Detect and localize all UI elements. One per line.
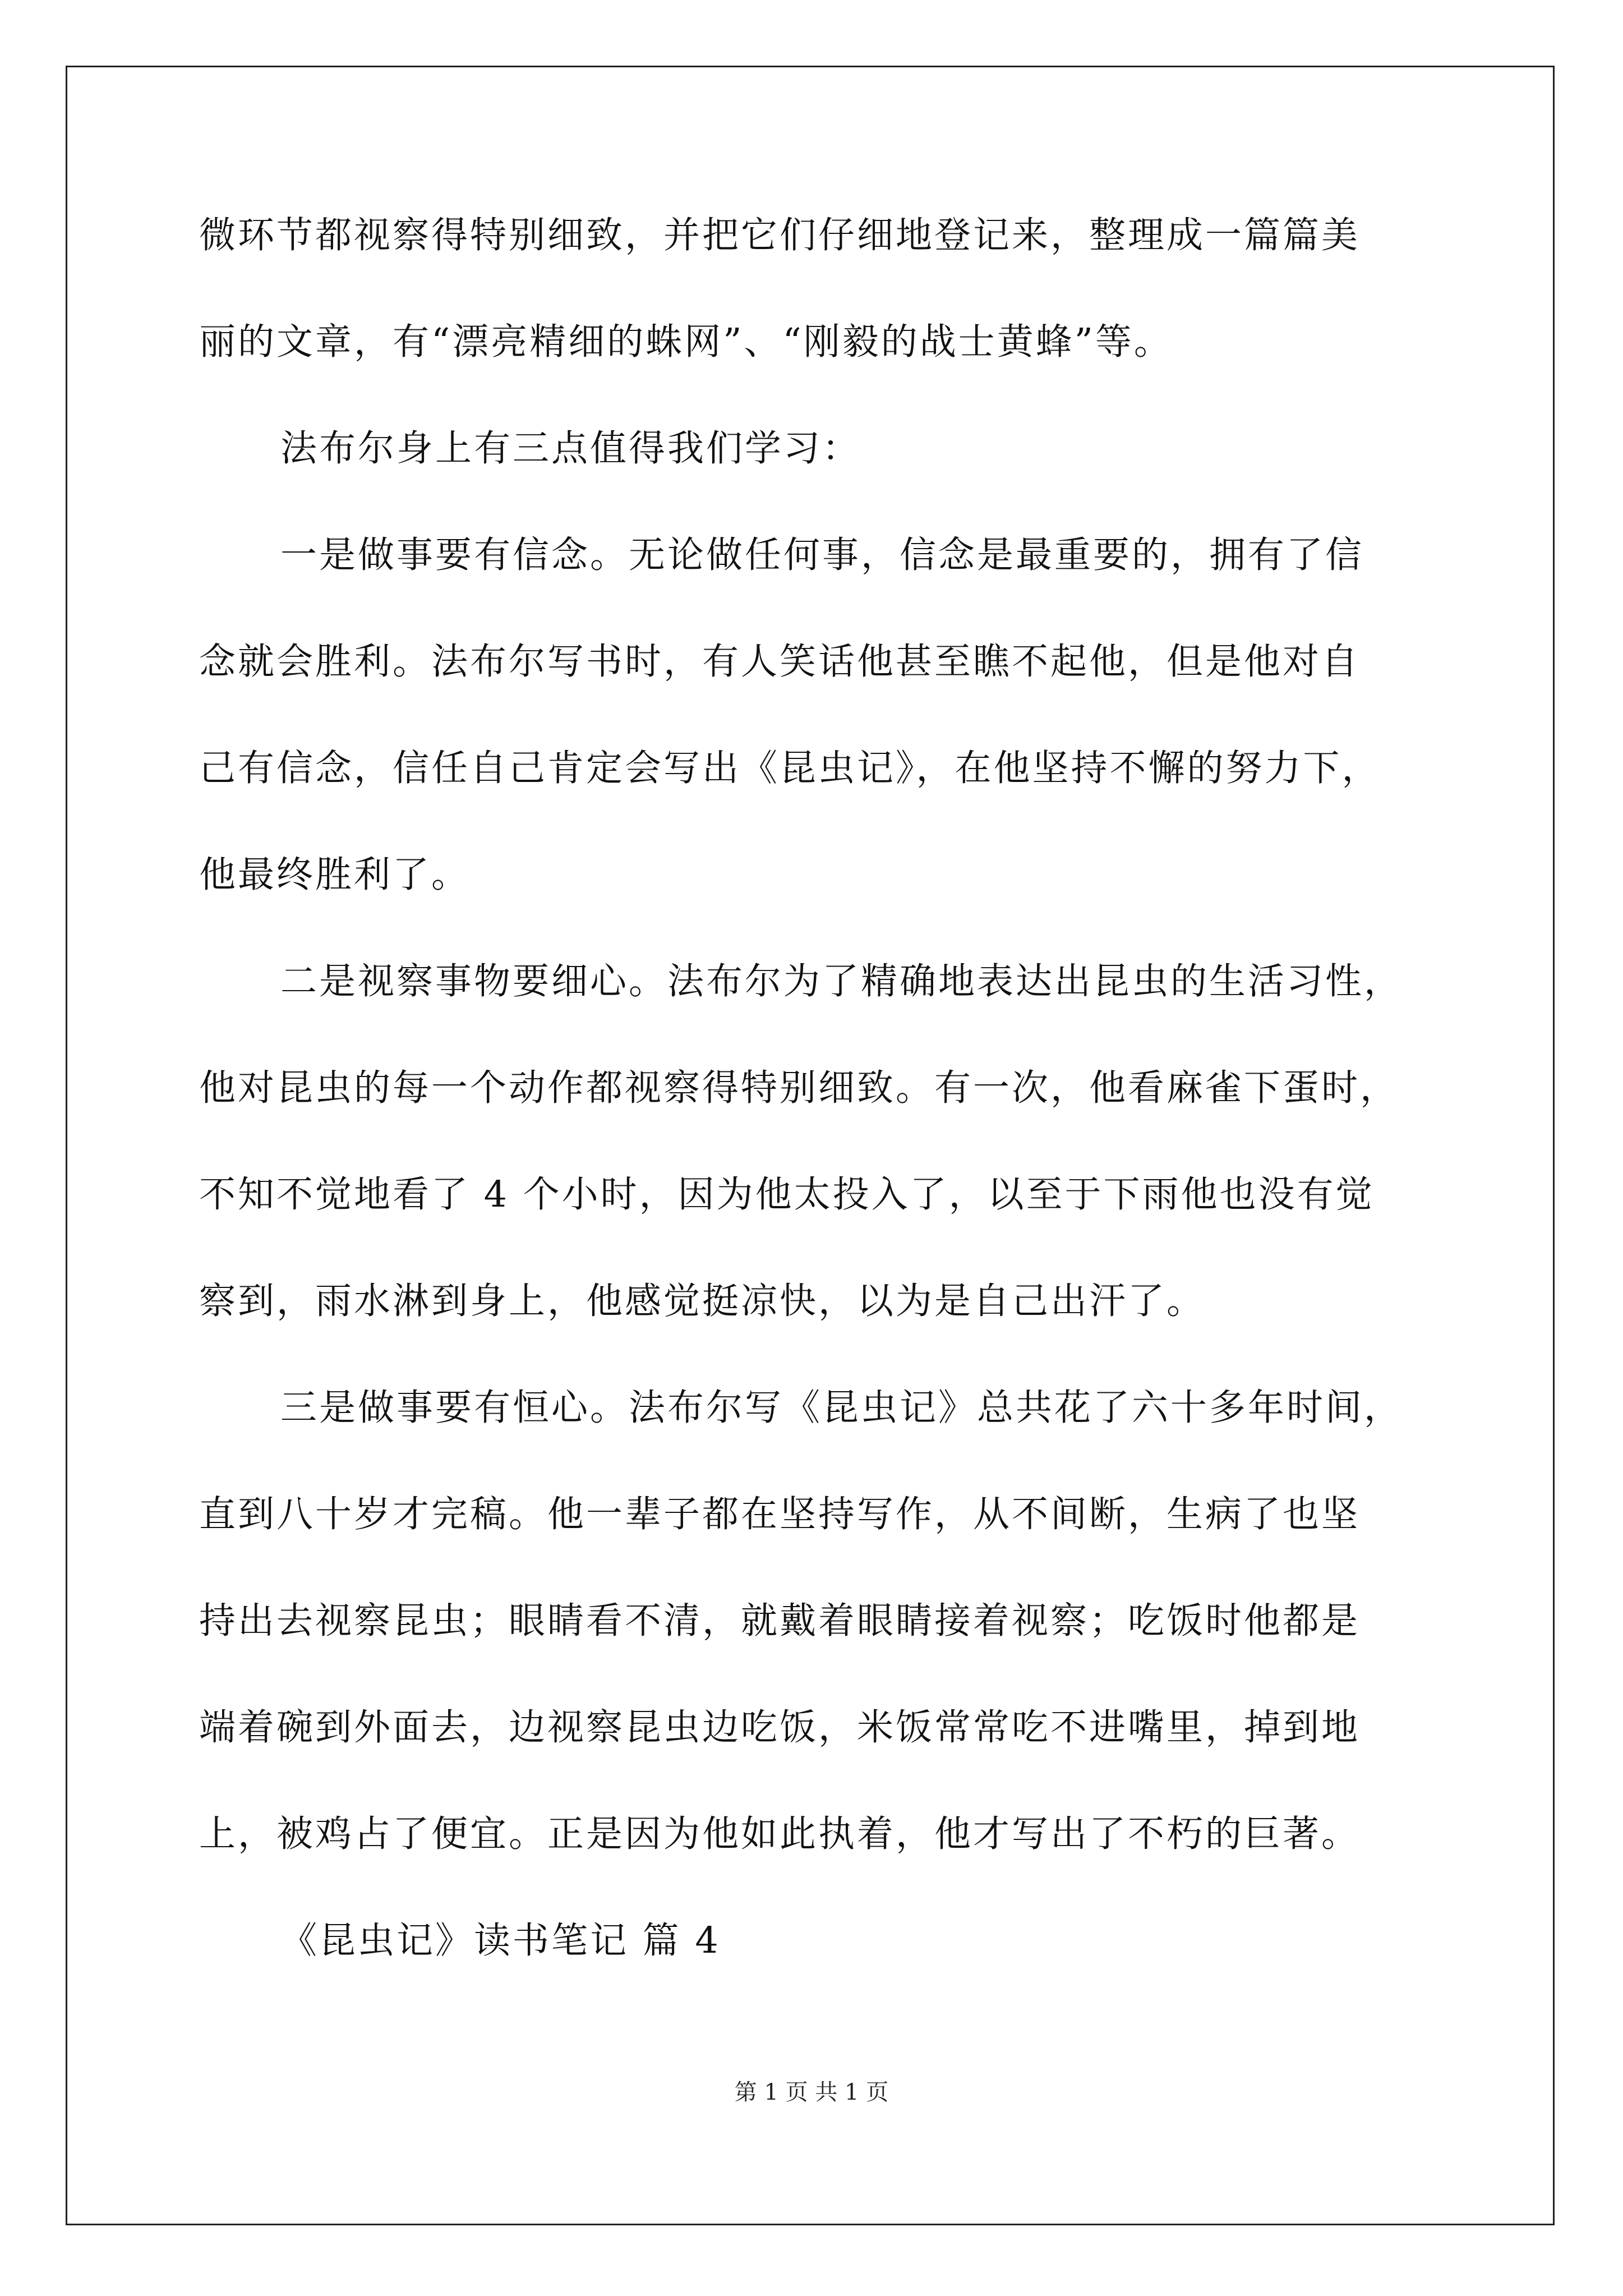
- text-line: 端着碗到外面去，边视察昆虫边吃饭，米饭常常吃不进嘴里，掉到地: [199, 1706, 1361, 1749]
- text-line: 他最终胜利了。: [199, 854, 471, 896]
- text-line: 法布尔身上有三点值得我们学习：: [280, 427, 861, 470]
- text-line: 不知不觉地看了 4 个小时，因为他太投入了，以至于下雨他也没有觉: [199, 1174, 1375, 1216]
- text-line: 念就会胜利。法布尔写书时，有人笑话他甚至瞧不起他，但是他对自: [199, 641, 1361, 683]
- text-line: 一是做事要有信念。无论做任何事，信念是最重要的，拥有了信: [280, 534, 1364, 576]
- section-heading: 《昆虫记》读书笔记 篇 4: [280, 1920, 721, 1962]
- text-line: 持出去视察昆虫；眼睛看不清，就戴着眼睛接着视察；吃饭时他都是: [199, 1600, 1361, 1642]
- text-line: 察到，雨水淋到身上，他感觉挺凉快，以为是自己出汗了。: [199, 1280, 1206, 1322]
- page-number: 第 1 页 共 1 页: [734, 2079, 889, 2105]
- text-line: 他对昆虫的每一个动作都视察得特别细致。有一次，他看麻雀下蛋时，: [199, 1067, 1399, 1109]
- text-line: 丽的文章，有“漂亮精细的蛛网”、“刚毅的战士黄蜂”等。: [199, 321, 1173, 363]
- text-line: 三是做事要有恒心。法布尔写《昆虫记》总共花了六十多年时间，: [280, 1387, 1403, 1429]
- document-body: [199, 209, 1427, 2021]
- text-line: 微环节都视察得特别细致，并把它们仔细地登记来，整理成一篇篇美: [199, 214, 1361, 256]
- text-line: 上，被鸡占了便宜。正是因为他如此执着，他才写出了不朽的巨著。: [199, 1813, 1361, 1855]
- text-line: 二是视察事物要细心。法布尔为了精确地表达出昆虫的生活习性，: [280, 960, 1403, 1002]
- text-line: 直到八十岁才完稿。他一辈子都在坚持写作，从不间断，生病了也坚: [199, 1493, 1361, 1535]
- text-line: 己有信念，信任自己肯定会写出《昆虫记》，在他坚持不懈的努力下，: [199, 747, 1381, 789]
